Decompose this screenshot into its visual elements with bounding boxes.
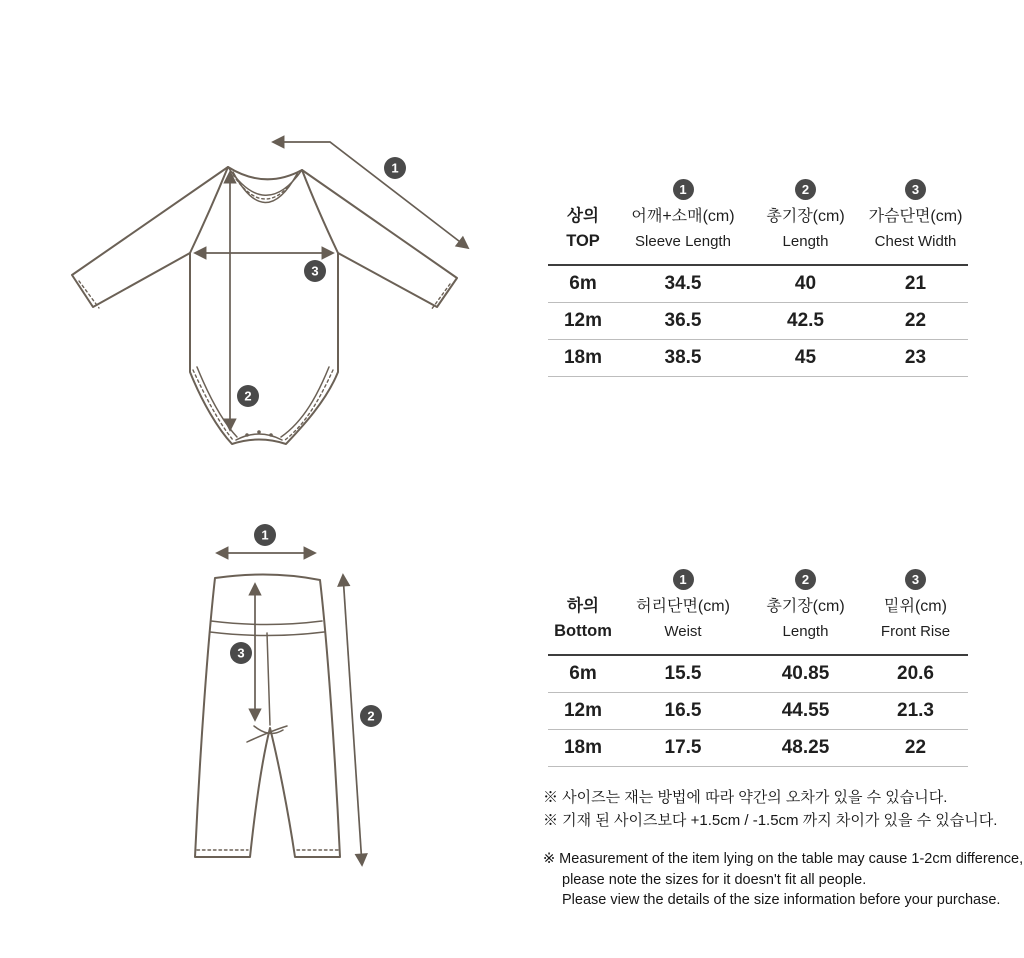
marker-2-number: 2	[367, 708, 375, 724]
column-header	[618, 204, 748, 264]
value-cell: 15.5	[664, 663, 702, 684]
column-header-ko: 밑위(cm)	[884, 598, 947, 615]
column-header-ko: 가슴단면(cm)	[868, 208, 963, 225]
column-badge-3: 3	[905, 179, 926, 200]
column-header-en: Chest Width	[874, 233, 957, 250]
column-header-en: Front Rise	[880, 623, 951, 640]
bottom-table-header	[548, 594, 968, 656]
note-line: please note the sizes for it doesn't fit all people.	[562, 871, 867, 888]
value-cell: 23	[904, 347, 927, 368]
table-label-en: TOP	[566, 232, 600, 250]
column-header-en: Length	[782, 233, 829, 250]
column-header	[863, 594, 968, 654]
value-cell: 48.25	[781, 737, 830, 758]
table-label-cell	[548, 594, 618, 654]
size-cell: 18m	[563, 737, 603, 758]
bodysuit-left-sleeve	[72, 167, 228, 307]
center-front-seam	[267, 633, 270, 725]
top-table-header	[548, 204, 968, 266]
table-label-ko: 하의	[567, 597, 599, 615]
marker-2-number: 2	[244, 388, 252, 404]
right-leg-binding-stitch	[285, 370, 333, 440]
pants-length-measure-arrow	[343, 575, 362, 865]
column-badge-3: 3	[905, 569, 926, 590]
column-badge-1: 1	[673, 179, 694, 200]
value-cell: 40	[794, 273, 817, 294]
bodysuit-line-art	[60, 110, 480, 450]
pants-line-art	[170, 520, 400, 880]
column-header-ko: 어깨+소매(cm)	[631, 208, 735, 225]
table-row	[548, 303, 968, 340]
size-cell: 6m	[569, 273, 597, 294]
column-header-en: Sleeve Length	[635, 233, 731, 250]
marker-1-number: 1	[261, 527, 269, 543]
value-cell: 40.85	[781, 663, 830, 684]
size-cell: 18m	[563, 347, 603, 368]
value-cell: 34.5	[664, 273, 702, 294]
column-badge-1: 1	[673, 569, 694, 590]
size-notes-english	[543, 849, 1023, 911]
column-badge-2: 2	[795, 569, 816, 590]
left-leg-binding-stitch	[193, 370, 233, 440]
top-size-table	[548, 174, 968, 377]
pants-diagram	[170, 520, 400, 880]
table-row	[548, 340, 968, 377]
top-table-badge-row	[548, 174, 968, 204]
note-line: ※ 사이즈는 재는 방법에 따라 약간의 오차가 있을 수 있습니다.	[543, 789, 948, 806]
value-cell: 16.5	[664, 700, 702, 721]
sleeve-measure-arrow	[273, 142, 468, 248]
drawstring-strand	[254, 726, 283, 733]
value-cell: 45	[794, 347, 817, 368]
snap-dot	[257, 430, 261, 434]
column-header	[748, 204, 863, 264]
marker-3-number: 3	[237, 645, 245, 661]
value-cell: 36.5	[664, 310, 702, 331]
column-badge-2: 2	[795, 179, 816, 200]
note-line: ※ 기재 된 사이즈보다 +1.5cm / -1.5cm 까지 차이가 있을 수 있습니다.	[543, 812, 998, 829]
bottom-table-badge-row	[548, 564, 968, 594]
marker-3-number: 3	[311, 263, 319, 279]
size-cell: 12m	[563, 700, 603, 721]
snap-dot	[269, 433, 273, 437]
value-cell: 20.6	[897, 663, 934, 684]
note-line: ※ Measurement of the item lying on the table may cause 1-2cm difference,	[543, 851, 1024, 867]
size-cell: 12m	[563, 310, 603, 331]
column-header-en: Weist	[664, 623, 702, 640]
left-cuff-stitching	[79, 281, 99, 308]
value-cell: 21	[904, 273, 927, 294]
column-header-ko: 총기장(cm)	[766, 208, 845, 225]
table-label-en: Bottom	[554, 622, 612, 640]
value-cell: 22	[904, 737, 927, 758]
pants-outline	[195, 574, 340, 857]
column-header	[618, 594, 748, 654]
waistband-seam	[211, 621, 322, 625]
snap-dot	[245, 433, 249, 437]
value-cell: 42.5	[787, 310, 824, 331]
marker-1-number: 1	[391, 160, 399, 176]
size-notes-korean	[543, 786, 997, 832]
value-cell: 44.55	[781, 700, 830, 721]
table-label-cell	[548, 204, 618, 264]
column-header-ko: 총기장(cm)	[766, 598, 845, 615]
table-label-ko: 상의	[567, 207, 599, 225]
value-cell: 21.3	[897, 700, 934, 721]
table-row	[548, 266, 968, 303]
column-header-ko: 허리단면(cm)	[636, 598, 730, 615]
size-cell: 6m	[569, 663, 597, 684]
column-header-en: Length	[782, 623, 829, 640]
note-line: Please view the details of the size information before your purchase.	[562, 892, 1001, 908]
value-cell: 17.5	[664, 737, 702, 758]
table-row	[548, 656, 968, 693]
table-row	[548, 693, 968, 730]
bottom-size-table	[548, 564, 968, 767]
table-row	[548, 730, 968, 767]
bodysuit-body-outline	[190, 167, 338, 444]
column-header	[748, 594, 863, 654]
value-cell: 22	[904, 310, 927, 331]
column-header	[863, 204, 968, 264]
bodysuit-diagram	[60, 110, 480, 450]
right-cuff-stitching	[431, 284, 450, 310]
bodysuit-right-sleeve	[302, 170, 457, 307]
value-cell: 38.5	[664, 347, 702, 368]
